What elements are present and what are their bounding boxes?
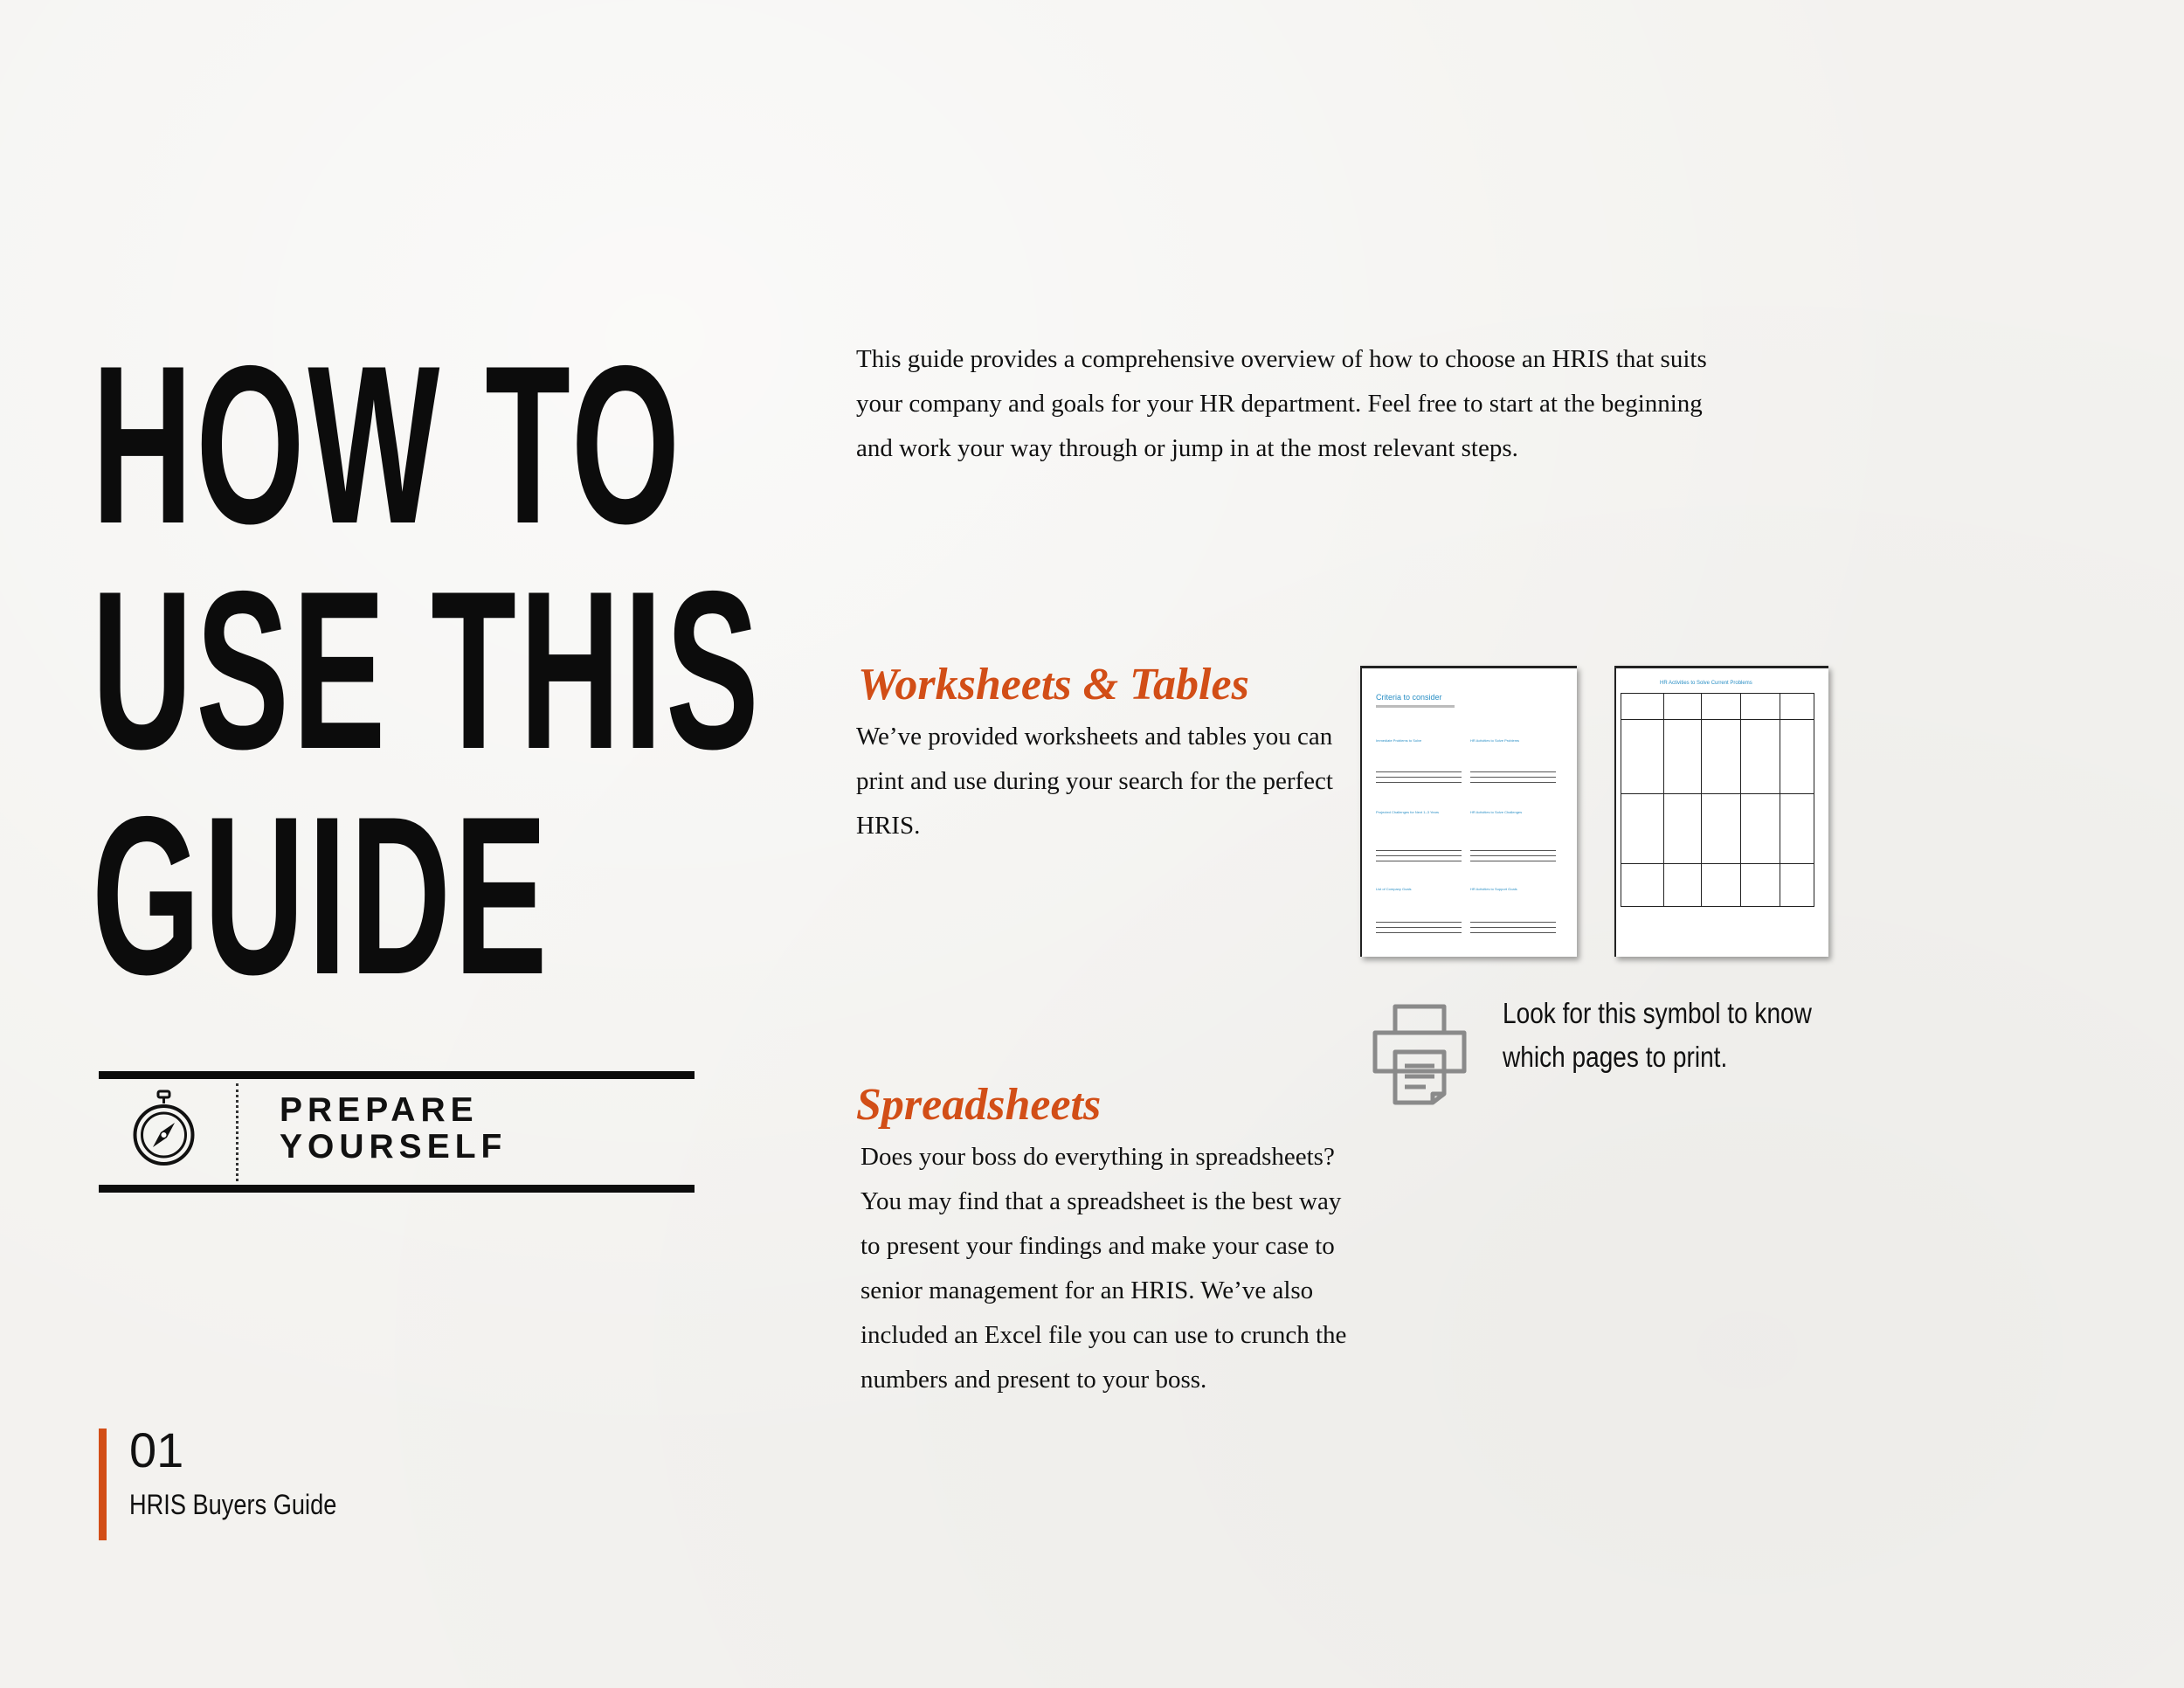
page-number: 01: [129, 1422, 184, 1477]
spreadsheets-heading: Spreadsheets: [856, 1080, 1102, 1130]
thumb-line: [1376, 782, 1462, 783]
title-line-3: GUIDE: [92, 769, 551, 1021]
thumb-section-4: HR Activities to Solve Challenges: [1470, 810, 1523, 814]
thumb-section-3: Projected Challenges for Next 1–3 Years: [1376, 810, 1440, 814]
title-line-1: HOW TO: [92, 318, 683, 571]
thumb-line: [1470, 922, 1556, 923]
worksheet-thumbnail: [1360, 666, 1577, 957]
thumb-line: [1376, 777, 1462, 778]
worksheets-heading: Worksheets & Tables: [858, 660, 1249, 709]
thumb-line: [1470, 927, 1556, 928]
worksheets-body: We’ve provided worksheets and tables you can print and use during your search for the perfect HRIS.: [856, 723, 1333, 840]
thumb-line: [1376, 932, 1462, 933]
worksheet-thumbnail-title: Criteria to consider: [1376, 693, 1442, 702]
thumb-line: [1376, 927, 1462, 928]
thumb-section-2: HR Activities to Solve Problems: [1470, 738, 1520, 743]
footer-label: HRIS Buyers Guide: [129, 1489, 337, 1520]
table-thumbnail: [1614, 666, 1828, 957]
thumb-line: [1376, 855, 1462, 856]
thumb-line: [1376, 850, 1462, 851]
compass-icon: [131, 1090, 197, 1168]
banner-divider: [236, 1083, 238, 1181]
printer-icon: [1372, 1003, 1468, 1106]
spreadsheets-body: Does your boss do everything in spreadsheets? You may find that a spreadsheet is the best way to present your findings and make your case to senior management for an HRIS. We’ve also included an Excel file you can use to crunch the numbers and present to your boss.: [860, 1143, 1347, 1394]
section-label-line-1: PREPARE: [280, 1091, 479, 1129]
intro-paragraph: This guide provides a comprehensive overview of how to choose an HRIS that suits your company and goals for your HR department. Feel free to start at the beginning and work your way through or jump in at the most relevant steps.: [856, 345, 1707, 462]
thumb-line: [1470, 771, 1556, 772]
thumb-line: [1470, 850, 1556, 851]
table-thumbnail-title: HR Activities to Solve Current Problems: [1660, 681, 1752, 686]
title-line-2: USE THIS: [92, 543, 763, 796]
thumb-table: [1621, 693, 1814, 907]
thumb-line: [1376, 771, 1462, 772]
thumb-subtitle: [1376, 705, 1455, 708]
thumb-line: [1376, 922, 1462, 923]
banner-top-rule: [99, 1071, 695, 1079]
print-note: Look for this symbol to know which pages to print.: [1503, 997, 1812, 1073]
thumb-line: [1470, 932, 1556, 933]
thumb-line: [1470, 855, 1556, 856]
section-label-line-2: YOURSELF: [280, 1128, 508, 1166]
footer-accent-bar: [99, 1429, 107, 1540]
thumb-section-6: HR Activities to Support Goals: [1470, 887, 1517, 891]
thumb-section-1: Immediate Problems to Solve: [1376, 738, 1422, 743]
page-title: [92, 318, 763, 1021]
section-label: [280, 1092, 507, 1166]
thumb-section-5: List of Company Goals: [1376, 887, 1412, 891]
thumb-line: [1470, 782, 1556, 783]
banner-bottom-rule: [99, 1185, 695, 1193]
thumb-line: [1470, 777, 1556, 778]
